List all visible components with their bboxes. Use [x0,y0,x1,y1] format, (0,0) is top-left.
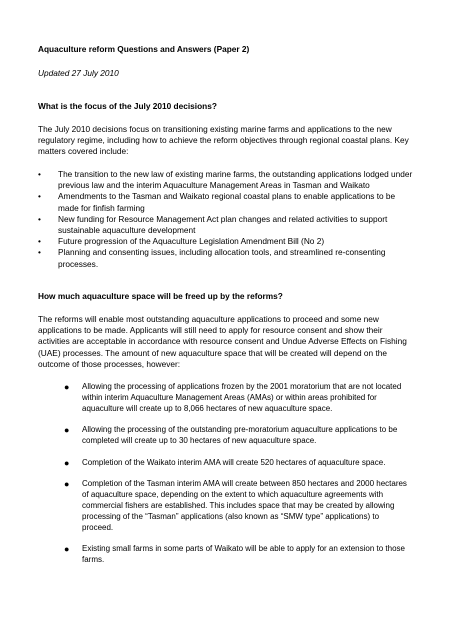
document-title: Aquaculture reform Questions and Answers (Paper 2) [38,44,250,54]
bullet-marker: • [38,169,41,179]
updated-date: Updated 27 July 2010 [38,68,119,78]
bullet-marker: ● [64,382,70,392]
bullet-marker: ● [64,479,70,490]
bullet-marker: ● [64,544,70,555]
focus-paragraph: The July 2010 decisions focus on transitioning existing marine farms and applications to the new regulatory regime, including how to achieve the reform objectives through regional coastal plans. Key matters covered include: [38,124,409,157]
list-item: ● Completion of the Waikato interim AMA will create 520 hectares of aquaculture space. [64,457,386,468]
space-details-list [64,382,410,577]
list-item: ● Existing small farms in some parts of Waikato will be able to apply for an extension to those farms. [64,544,405,565]
bullet-marker: ● [64,457,70,468]
question-focus-heading: What is the focus of the July 2010 decisions? [38,101,217,111]
bullet-marker: • [38,247,41,258]
bullet-marker: • [38,236,41,247]
list-item: • New funding for Resource Management Act plan changes and related activities to support sustainable aquaculture development [38,213,388,236]
key-matters-list [38,169,418,270]
space-paragraph: The reforms will enable most outstanding aquaculture applications to proceed and some new applications to be made. Applicants will still need to apply for resource consent and show their activities are acceptable in accordance with resource consent and Undue Adverse Effects on Fishing (UAE) processes. The amount of new aquaculture space that will be created will depend on the outcome of those processes, however: [38,314,407,369]
list-item: ● Allowing the processing of applications frozen by the 2001 moratorium that are not located within interim Aquaculture Management Areas (AMAs) or within areas prohibited for aquaculture will create up to 8,066 hectares of new aquaculture space. [64,382,402,413]
list-item: ● Completion of the Tasman interim AMA will create between 850 hectares and 2000 hectares of aquaculture space, depending on the extent to which aquaculture agreements with commercial fishers are established. This includes space that may be created by allowing processing of the “Tasman” applications (also known as “SMW type” applications) to proceed. [64,479,407,532]
list-item: • Planning and consenting issues, including allocation tools, and streamlined re-consenting processes. [38,247,386,269]
list-item: • Amendments to the Tasman and Waikato regional coastal plans to enable applications to be made for finfish farming [38,191,396,213]
list-item: ● Allowing the processing of the outstanding pre-moratorium aquaculture applications to be completed will create up to 30 hectares of new aquaculture space. [64,425,398,446]
bullet-marker: • [38,191,41,202]
list-item: • Future progression of the Aquaculture Legislation Amendment Bill (No 2) [38,236,325,247]
bullet-marker: • [38,213,41,224]
question-space-heading: How much aquaculture space will be freed up by the reforms? [38,291,283,301]
list-item: • The transition to the new law of existing marine farms, the outstanding applications lodged under previous law and the interim Aquaculture Management Areas in Tasman and Waikato [38,169,413,191]
bullet-marker: ● [64,425,70,436]
